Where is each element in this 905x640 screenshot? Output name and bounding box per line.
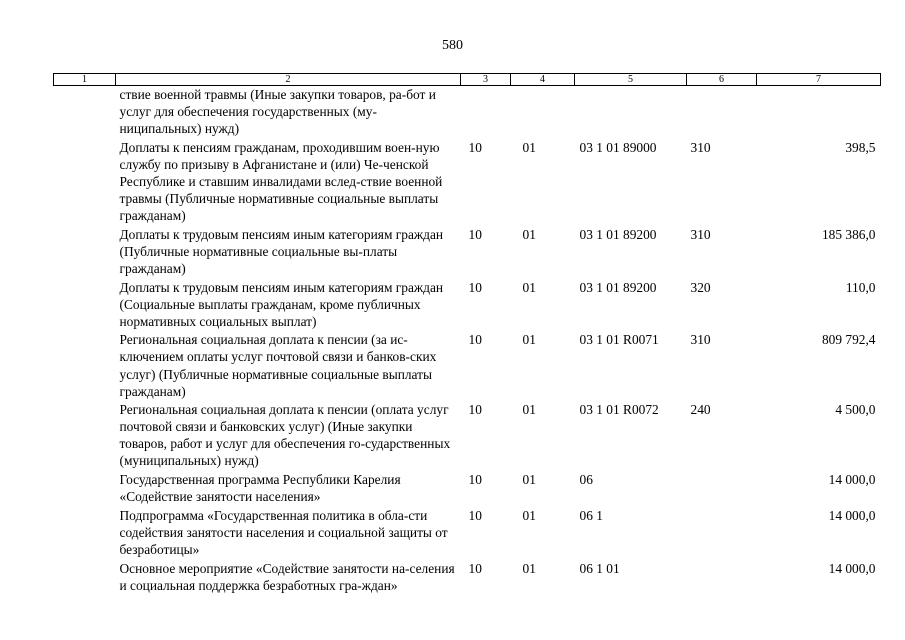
amount-cell: 110,0 <box>845 279 876 295</box>
description-cell: Доплаты к пенсиям гражданам, проходившим воен-ную службу по призыву в Афганистане и (или) Че-ченской Республике и ставшим инвалидами вслед-ствие военной травмы (Публичные нормативные социальные выплаты гражданам) <box>119 139 443 224</box>
amount-cell: 14 000,0 <box>828 472 876 488</box>
amount-cell: 185 386,0 <box>821 226 876 242</box>
row-index-cell <box>54 86 116 139</box>
table-row <box>54 226 881 279</box>
section-cell: 10 <box>468 279 482 295</box>
table-row <box>54 279 881 332</box>
expense-type-cell: 320 <box>690 279 711 295</box>
subsection-cell: 01 <box>522 472 536 488</box>
row-index-cell <box>54 331 116 401</box>
expense-type-cell: 240 <box>690 402 711 418</box>
section-cell: 10 <box>468 472 482 488</box>
amount-cell: 14 000,0 <box>828 507 876 523</box>
target-code-cell: 03 1 01 89200 <box>579 226 657 242</box>
target-code-cell <box>575 86 687 139</box>
column-number-2: 2 <box>116 74 461 86</box>
table-row <box>54 507 881 560</box>
table-row <box>54 560 881 596</box>
section-cell: 10 <box>468 507 482 523</box>
section-cell: 10 <box>468 560 482 576</box>
subsection-cell: 01 <box>522 560 536 576</box>
table-row <box>54 401 881 471</box>
subsection-cell: 01 <box>522 507 536 523</box>
row-index-cell <box>54 471 116 507</box>
amount-cell: 14 000,0 <box>828 560 876 576</box>
target-code-cell: 03 1 01 R0071 <box>579 332 659 348</box>
budget-table <box>53 73 881 595</box>
page-number: 580 <box>442 38 463 53</box>
description-cell: Региональная социальная доплата к пенсии (оплата услуг почтовой связи и банковских услуг) (Иные закупки товаров, работ и услуг для обеспечения го-сударственных (муниципальных) нужд) <box>119 402 451 469</box>
table-row <box>54 86 881 139</box>
section-cell: 10 <box>468 332 482 348</box>
expense-type-cell: 310 <box>690 226 711 242</box>
description-cell: Государственная программа Республики Карелия «Содействие занятости населения» <box>119 472 401 505</box>
target-code-cell: 06 1 <box>579 507 603 523</box>
subsection-cell: 01 <box>522 139 536 155</box>
subsection-cell: 01 <box>522 226 536 242</box>
column-number-5: 5 <box>575 74 687 86</box>
description-cell: Доплаты к трудовым пенсиям иным категориям граждан (Социальные выплаты гражданам, кроме публичных нормативных социальных выплат) <box>119 279 444 329</box>
subsection-cell: 01 <box>522 279 536 295</box>
column-number-1: 1 <box>54 74 116 86</box>
expense-type-cell <box>687 560 757 596</box>
target-code-cell: 06 1 01 <box>579 560 620 576</box>
description-cell: Доплаты к трудовым пенсиям иным категориям граждан (Публичные нормативные социальные вы-платы гражданам) <box>119 226 444 276</box>
row-index-cell <box>54 401 116 471</box>
expense-type-cell <box>687 471 757 507</box>
expense-type-cell <box>687 86 757 139</box>
description-cell: Региональная социальная доплата к пенсии (за ис-ключением оплаты услуг почтовой связи и банков-ских услуг) (Публичные нормативные социальные выплаты гражданам) <box>119 332 437 399</box>
amount-cell: 4 500,0 <box>835 402 876 418</box>
row-index-cell <box>54 507 116 560</box>
amount-cell: 809 792,4 <box>821 332 876 348</box>
row-index-cell <box>54 226 116 279</box>
column-number-6: 6 <box>687 74 757 86</box>
row-index-cell <box>54 139 116 226</box>
column-number-row <box>54 74 881 86</box>
subsection-cell: 01 <box>522 332 536 348</box>
target-code-cell: 03 1 01 89200 <box>579 279 657 295</box>
expense-type-cell: 310 <box>690 332 711 348</box>
column-number-7: 7 <box>757 74 881 86</box>
target-code-cell: 03 1 01 R0072 <box>579 402 659 418</box>
target-code-cell: 06 <box>579 472 593 488</box>
subsection-cell: 01 <box>522 402 536 418</box>
table-row <box>54 139 881 226</box>
subsection-cell <box>511 86 575 139</box>
section-cell: 10 <box>468 139 482 155</box>
table-row <box>54 331 881 401</box>
row-index-cell <box>54 279 116 332</box>
expense-type-cell: 310 <box>690 139 711 155</box>
target-code-cell: 03 1 01 89000 <box>579 139 657 155</box>
description-cell: Основное мероприятие «Содействие занятости на-селения и социальная поддержка безработных гра-ждан» <box>119 560 455 593</box>
section-cell: 10 <box>468 402 482 418</box>
description-cell: ствие военной травмы (Иные закупки товаров, ра-бот и услуг для обеспечения государственных (му-ниципальных) нужд) <box>119 87 436 137</box>
amount-cell: 398,5 <box>845 139 876 155</box>
description-cell: Подпрограмма «Государственная политика в обла-сти содействия занятости населения и социальной защиты от безработицы» <box>119 507 448 557</box>
table-row <box>54 471 881 507</box>
amount-cell <box>757 86 881 139</box>
section-cell: 10 <box>468 226 482 242</box>
row-index-cell <box>54 560 116 596</box>
column-number-4: 4 <box>511 74 575 86</box>
column-number-3: 3 <box>461 74 511 86</box>
section-cell <box>461 86 511 139</box>
expense-type-cell <box>687 507 757 560</box>
